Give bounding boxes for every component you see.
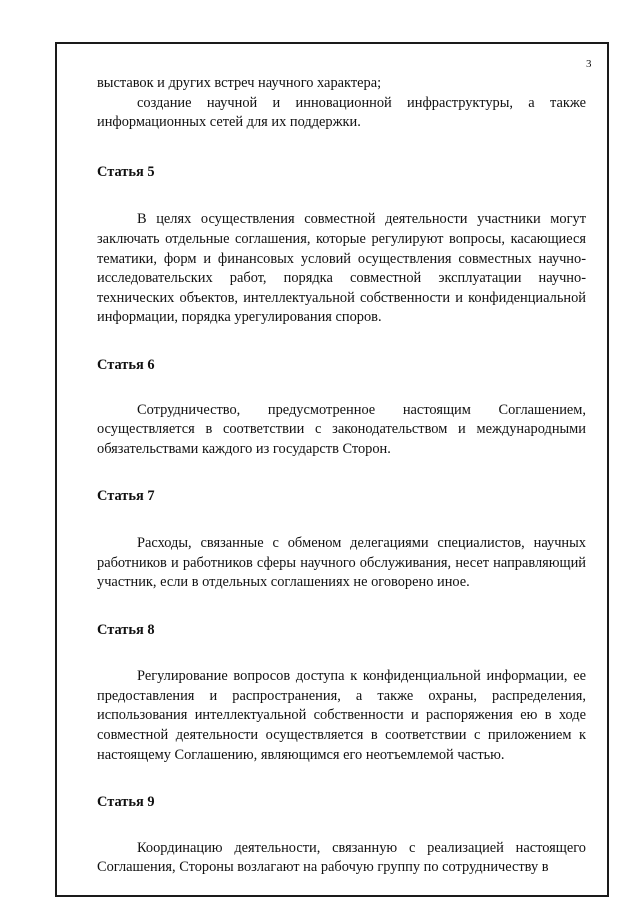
article-5-heading: Статья 5 <box>97 163 155 180</box>
page-number: 3 <box>586 58 592 70</box>
article-7-text: Расходы, связанные с обменом делегациями специалистов, научных работников и работников сферы научного обслуживания, несет направляющий участник, если в отдельных соглашениях не оговорено иное. <box>97 534 586 591</box>
article-9-text: Координацию деятельности, связанную с реализацией настоящего Соглашения, Стороны возлагают на рабочую группу по сотрудничеству в <box>97 839 586 876</box>
article-7-heading: Статья 7 <box>97 488 155 505</box>
article-8-heading: Статья 8 <box>97 621 155 638</box>
intro-paragraph: создание научной и инновационной инфраструктуры, а также информационных сетей для их поддержки. <box>97 94 586 131</box>
article-6-heading: Статья 6 <box>97 356 155 373</box>
article-5-text: В целях осуществления совместной деятельности участники могут заключать отдельные соглашения, которые регулируют вопросы, касающиеся тематики, форм и финансовых условий осуществления совместных научно-исследовательских работ, порядка совместной эксплуатации научно-технических объектов, интеллектуальной собственности и конфиденциальной информации, порядка урегулирования споров. <box>97 211 586 326</box>
article-6-text: Сотрудничество, предусмотренное настоящим Соглашением, осуществляется в соответствии с законодательством и международными обязательствами каждого из государств Сторон. <box>97 401 586 457</box>
document-body <box>97 74 586 878</box>
intro-line: выставок и других встреч научного характера; <box>97 75 382 91</box>
article-9-heading: Статья 9 <box>97 794 155 811</box>
article-8-text: Регулирование вопросов доступа к конфиденциальной информации, ее предоставления и распространения, а также охраны, распределения, использования интеллектуальной собственности и распоряжения ею в ходе совместной деятельности осуществляется в соответствии с приложением к настоящему Соглашению, являющимся его неотъемлемой частью. <box>97 668 586 763</box>
